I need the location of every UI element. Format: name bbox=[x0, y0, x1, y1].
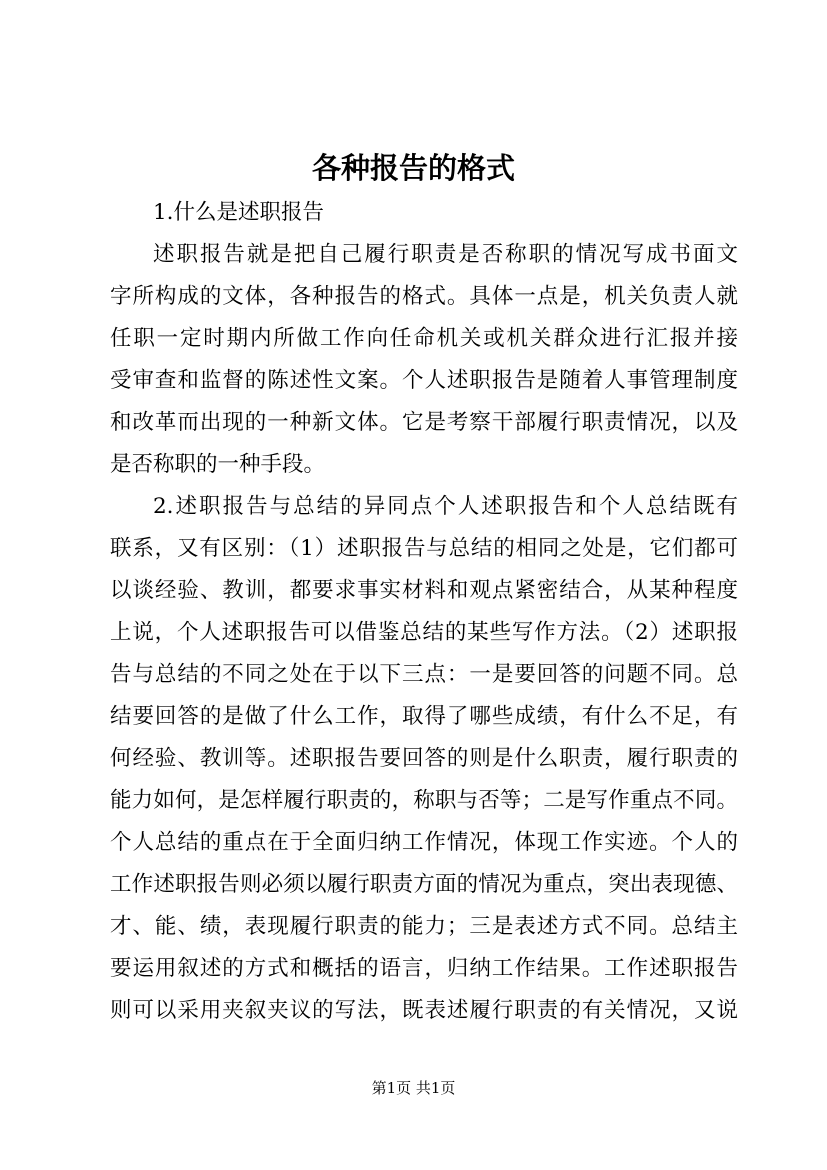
paragraph-line: 以谈经验、教训，都要求事实材料和观点紧密结合，从某种程度 bbox=[110, 578, 738, 603]
paragraph-line: 上说，个人述职报告可以借鉴总结的某些写作方法。（2）述职报 bbox=[110, 620, 738, 645]
paragraph-line: 和改革而出现的一种新文体。它是考察干部履行职责情况，以及 bbox=[110, 410, 738, 435]
paragraph-line: 任职一定时期内所做工作向任命机关或机关群众进行汇报并接 bbox=[110, 326, 738, 351]
paragraph-line: 结要回答的是做了什么工作，取得了哪些成绩，有什么不足，有 bbox=[110, 704, 738, 729]
paragraph-line: 是否称职的一种手段。 bbox=[110, 452, 326, 477]
paragraph-line: 受审查和监督的陈述性文案。个人述职报告是随着人事管理制度 bbox=[110, 368, 738, 393]
paragraph-line: 才、能、绩，表现履行职责的能力；三是表述方式不同。总结主 bbox=[110, 914, 738, 939]
paragraph-line: 个人总结的重点在于全面归纳工作情况，体现工作实迹。个人的 bbox=[110, 830, 738, 855]
paragraph-line: 能力如何，是怎样履行职责的，称职与否等；二是写作重点不同。 bbox=[110, 788, 738, 813]
paragraph-line: 2.述职报告与总结的异同点个人述职报告和个人总结既有 bbox=[153, 494, 738, 519]
paragraph-line: 则可以采用夹叙夹议的写法，既表述履行职责的有关情况，又说 bbox=[110, 998, 738, 1023]
paragraph-line: 告与总结的不同之处在于以下三点：一是要回答的问题不同。总 bbox=[110, 662, 738, 687]
page-number-footer: 第1页 共1页 bbox=[371, 1079, 456, 1097]
paragraph-line: 何经验、教训等。述职报告要回答的则是什么职责，履行职责的 bbox=[110, 746, 738, 771]
paragraph-line: 述职报告就是把自己履行职责是否称职的情况写成书面文 bbox=[153, 242, 738, 267]
paragraph-line: 要运用叙述的方式和概括的语言，归纳工作结果。工作述职报告 bbox=[110, 956, 738, 981]
paragraph-line: 联系，又有区别：（1）述职报告与总结的相同之处是，它们都可 bbox=[110, 536, 738, 561]
paragraph-line: 工作述职报告则必须以履行职责方面的情况为重点，突出表现德、 bbox=[110, 872, 738, 897]
paragraph-line: 字所构成的文体，各种报告的格式。具体一点是，机关负责人就 bbox=[110, 284, 738, 309]
document-title: 各种报告的格式 bbox=[311, 151, 515, 185]
section-heading-1: 1.什么是述职报告 bbox=[153, 200, 325, 225]
